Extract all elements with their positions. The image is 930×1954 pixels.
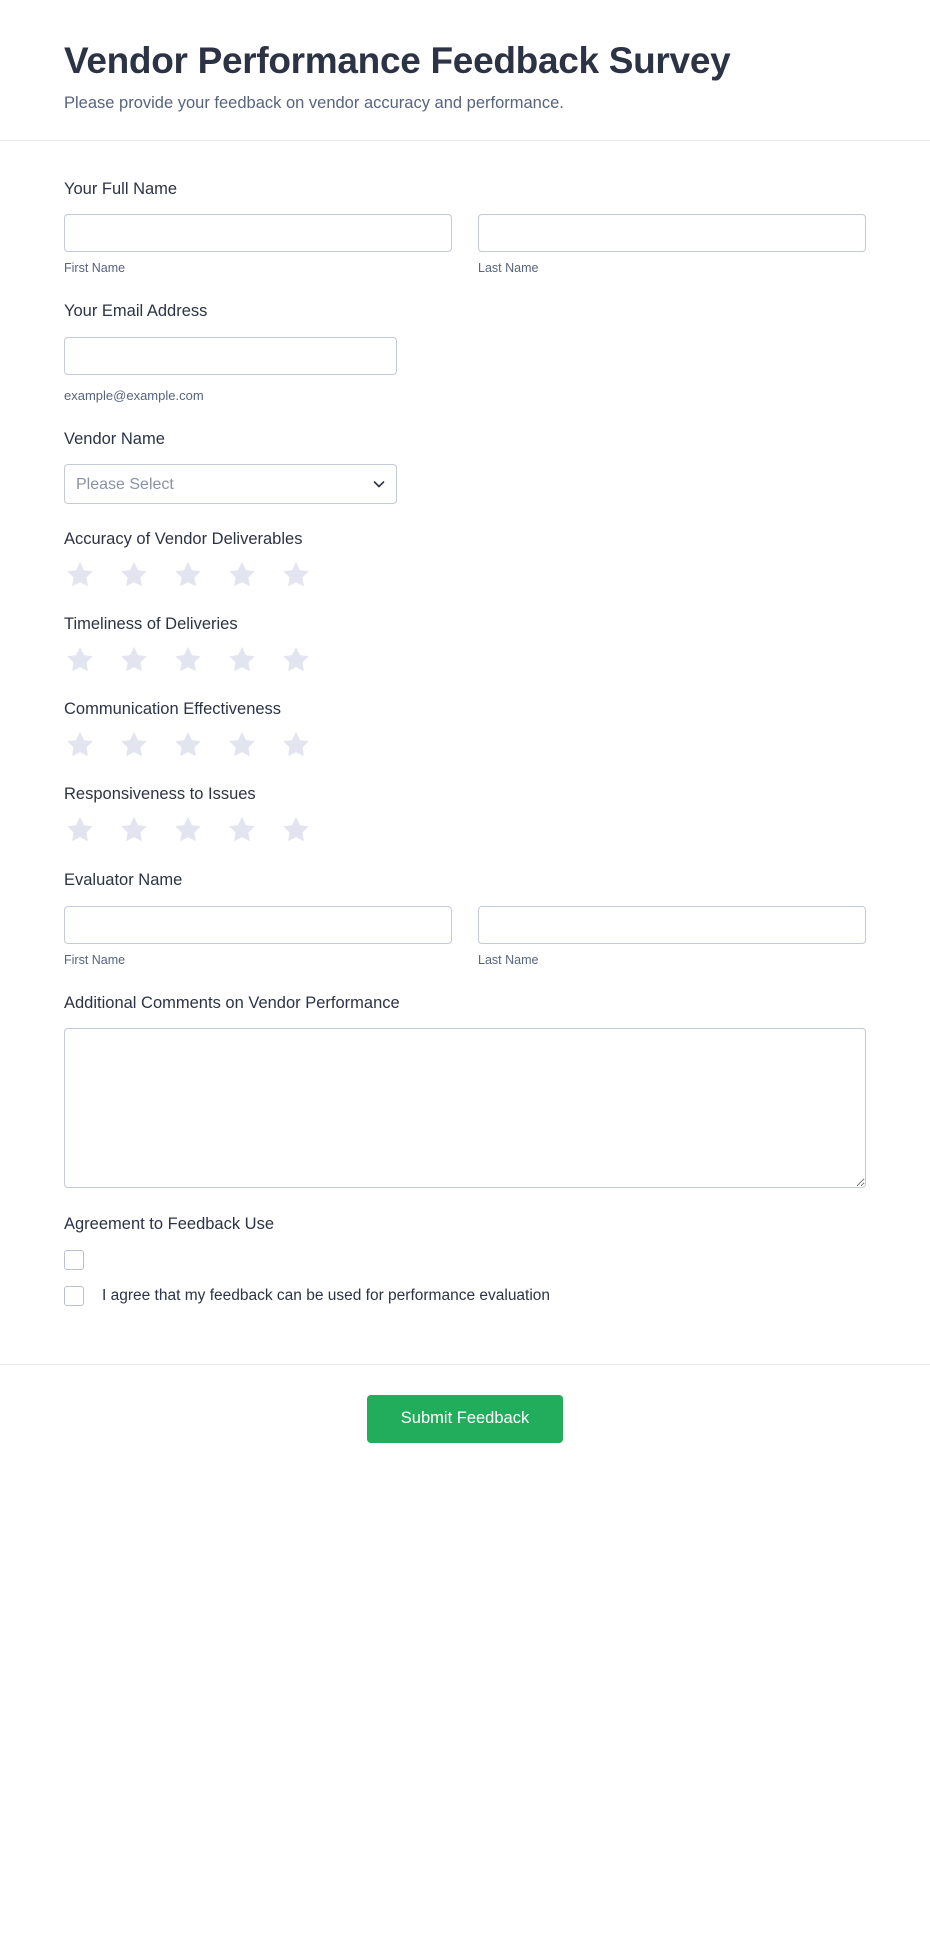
field-email bbox=[64, 301, 866, 402]
comments-label: Additional Comments on Vendor Performance bbox=[64, 993, 400, 1012]
star-icon[interactable] bbox=[118, 814, 150, 846]
full-name-last-input[interactable] bbox=[478, 214, 866, 252]
field-rating-accuracy bbox=[64, 530, 866, 593]
star-icon[interactable] bbox=[172, 729, 204, 761]
star-icon[interactable] bbox=[118, 729, 150, 761]
evaluator-first-sublabel: First Name bbox=[64, 952, 126, 967]
evaluator-name-label: Evaluator Name bbox=[64, 871, 183, 890]
star-icon[interactable] bbox=[280, 559, 312, 591]
page-subtitle: Please provide your feedback on vendor accuracy and performance. bbox=[64, 93, 564, 112]
star-icon[interactable] bbox=[226, 729, 258, 761]
email-input[interactable] bbox=[64, 337, 397, 375]
vendor-name-select[interactable] bbox=[64, 464, 397, 504]
page-title: Vendor Performance Feedback Survey bbox=[64, 40, 731, 81]
star-icon[interactable] bbox=[226, 559, 258, 591]
full-name-last-sublabel: Last Name bbox=[478, 261, 539, 276]
field-rating-communication bbox=[64, 700, 866, 763]
star-icon[interactable] bbox=[64, 559, 96, 591]
form-footer bbox=[0, 1364, 930, 1483]
star-icon[interactable] bbox=[280, 644, 312, 676]
evaluator-last-sublabel: Last Name bbox=[478, 952, 539, 967]
field-vendor-name bbox=[64, 429, 866, 504]
star-icon[interactable] bbox=[118, 559, 150, 591]
field-agreement bbox=[64, 1214, 866, 1306]
full-name-first-input[interactable] bbox=[64, 214, 452, 252]
full-name-first-col bbox=[64, 214, 452, 275]
star-icon[interactable] bbox=[64, 729, 96, 761]
rating-accuracy-label: Accuracy of Vendor Deliverables bbox=[64, 530, 303, 549]
agreement-label: Agreement to Feedback Use bbox=[64, 1215, 275, 1234]
form-header bbox=[0, 0, 930, 141]
rating-responsiveness-stars[interactable] bbox=[64, 810, 866, 848]
full-name-last-col bbox=[478, 214, 866, 275]
evaluator-first-col bbox=[64, 906, 452, 967]
star-icon[interactable] bbox=[280, 729, 312, 761]
email-hint: example@example.com bbox=[64, 387, 204, 403]
star-icon[interactable] bbox=[118, 644, 150, 676]
agreement-option-row[interactable] bbox=[64, 1250, 866, 1270]
email-label: Your Email Address bbox=[64, 302, 208, 321]
vendor-name-label: Vendor Name bbox=[64, 429, 165, 448]
evaluator-first-input[interactable] bbox=[64, 906, 452, 944]
email-wrap bbox=[64, 337, 397, 403]
submit-button[interactable]: Submit Feedback bbox=[367, 1395, 563, 1443]
full-name-first-sublabel: First Name bbox=[64, 261, 126, 276]
rating-timeliness-stars[interactable] bbox=[64, 640, 866, 678]
form-body bbox=[0, 141, 930, 1342]
evaluator-last-input[interactable] bbox=[478, 906, 866, 944]
checkbox-icon[interactable] bbox=[64, 1250, 84, 1270]
rating-timeliness-label: Timeliness of Deliveries bbox=[64, 615, 238, 634]
star-icon[interactable] bbox=[172, 644, 204, 676]
field-rating-responsiveness bbox=[64, 785, 866, 848]
rating-communication-label: Communication Effectiveness bbox=[64, 700, 282, 719]
rating-responsiveness-label: Responsiveness to Issues bbox=[64, 785, 256, 804]
evaluator-last-col bbox=[478, 906, 866, 967]
rating-communication-stars[interactable] bbox=[64, 725, 866, 763]
agreement-option-label: I agree that my feedback can be used for performance evaluation bbox=[102, 1286, 551, 1304]
comments-textarea[interactable] bbox=[64, 1028, 866, 1188]
field-evaluator-name bbox=[64, 870, 866, 966]
agreement-options bbox=[64, 1250, 866, 1306]
field-comments bbox=[64, 993, 866, 1188]
star-icon[interactable] bbox=[280, 814, 312, 846]
star-icon[interactable] bbox=[172, 814, 204, 846]
vendor-name-select-wrap bbox=[64, 464, 397, 504]
full-name-label: Your Full Name bbox=[64, 179, 178, 198]
star-icon[interactable] bbox=[172, 559, 204, 591]
agreement-option-row[interactable] bbox=[64, 1286, 866, 1306]
star-icon[interactable] bbox=[226, 814, 258, 846]
rating-accuracy-stars[interactable] bbox=[64, 555, 866, 593]
checkbox-icon[interactable] bbox=[64, 1286, 84, 1306]
star-icon[interactable] bbox=[64, 814, 96, 846]
star-icon[interactable] bbox=[64, 644, 96, 676]
field-rating-timeliness bbox=[64, 615, 866, 678]
field-full-name bbox=[64, 179, 866, 275]
star-icon[interactable] bbox=[226, 644, 258, 676]
